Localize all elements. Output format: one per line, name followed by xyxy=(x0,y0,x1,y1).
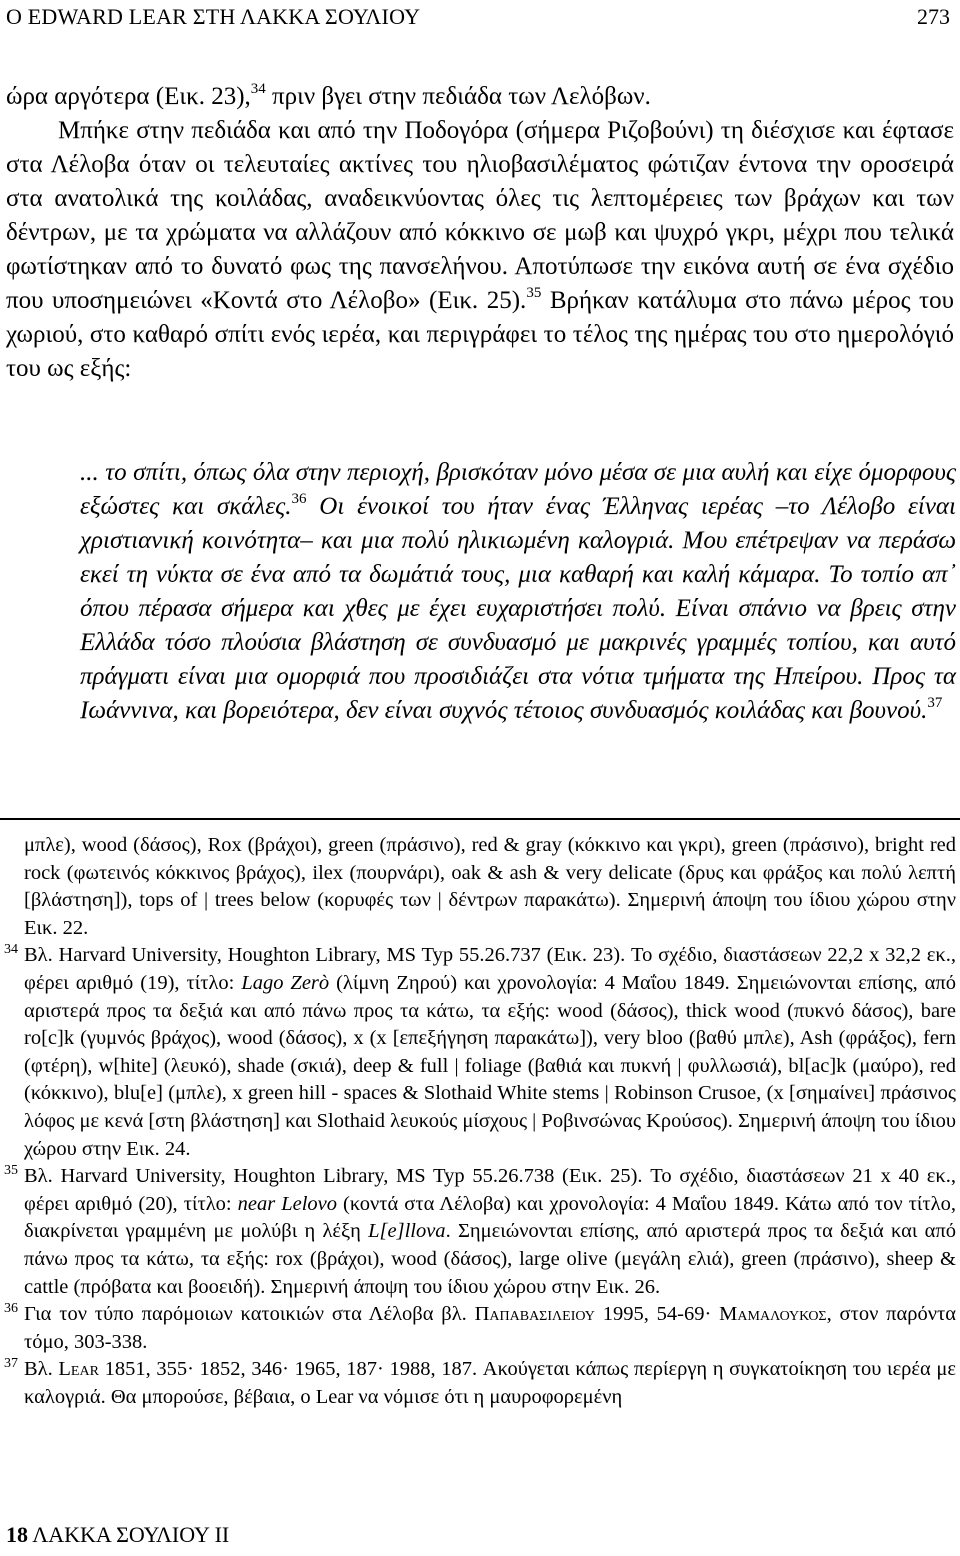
footnote-34-text-b: (λίμνη Ζηρού) και χρονολογία: 4 Μαΐου 1849. Σημειώνονται επίσης, από αριστερά προς τα δεξιά και από πάνω προς τα κάτω, τα εξής: wood (δάσος), thick wood (πυκνό δάσος), bare ro[c]k (γυμνός βράχος), wood (δάσος), x (x [επεξήγηση παρακάτω]), very bloo (βαθύ μπλε), Ash (φράξος), fern (φτέρη), w[hite] (λευκό), shade (σκιά), deep & full | foliage (βαθιά και πυκνή | φυλλωσιά), bl[ac]k (μαύρο), red (κόκκινο), blu[e] (μπλε), x green hill - spaces & Slothaid White stems | Robinson Crusoe, (x [σημαίνει] πράσινος λόφος με κενά [στη βλάστηση] και Slothaid λευκούς μίσχους | Ροβινσώνας Κρούσος). Σημερινή άποψη του ίδιου χώρου στην Εικ. 24. xyxy=(24,971,956,1160)
paragraph-2-text-a: Μπήκε στην πεδιάδα και από την Ποδογόρα (σήμερα Ριζοβούνι) τη διέσχισε και έφτασε στα Λέλοβα όταν οι τελευταίες ακτίνες του ηλιοβασιλέματος φώτιζαν έντονα την οροσειρά στα ανατολικά της κοιλάδας, αναδεικνύοντας όλες τις λεπτομέρειες των βράχων και των δέντρων, με τα χρώματα να αλλάζουν από κόκκινο σε μωβ και ψυχρό γκρι, μέχρι που τελικά φωτίστηκαν από το δυνατό φως της πανσελήνου. Αποτύπωσε την εικόνα αυτή σε ένα σχέδιο που υποσημειώνει «Κοντά στο Λέλοβο» (Εικ. 25). xyxy=(6,117,954,314)
footnote-number: 37 xyxy=(4,1356,18,1372)
footnote-35-word: L[e]llova xyxy=(368,1220,446,1243)
footnote-35-title: near Lelovo xyxy=(237,1192,338,1215)
running-header xyxy=(0,0,960,40)
footnote-ref-34: 34 xyxy=(250,80,266,97)
quote-text-b: Οι ένοικοί του ήταν ένας Έλληνας ιερέας –το Λέλοβο είναι χριστιανική κοινότητα– και μια πολύ ηλικιωμένη καλογριά. Μου επέτρεψαν να περάσω εκεί τη νύκτα σε ένα από τα δωμάτιά τους, μια καθαρή και καλή κάμαρα. Το τοπίο απ᾽ όπου πέρασα σήμερα και χθες με έχει ευχαριστήσει πολύ. Είναι σπάνιο να βρεις στην Ελλάδα τόσο πλούσια βλάστηση σε συνδυασμό με μακρινές γραμμές τοπίου, και αυτό πράγματι είναι μια ομορφιά που προσιδιάζει στα νότια τμήματα της Ηπείρου. Προς τα Ιωάννινα, και βορειότερα, δεν είναι συχνός τέτοιος συνδυασμός κοιλάδας και βουνού. xyxy=(80,493,956,724)
footnote-36-author-1: Παπαβασιλειου xyxy=(474,1303,595,1326)
footnote-number: 36 xyxy=(4,1301,18,1317)
footnote-33-text: μπλε), wood (δάσος), Rox (βράχοι), green (πράσινο), red & gray (κόκκινο και γκρι), green (πράσινο), bright red rock (φωτεινός κόκκινος βράχος), ilex (πουρνάρι), oak & ash & very delicate (δρυς και φράξος και πολύ λεπτή [βλάστηση]), tops of | trees below (κορυφές των | δέντρων παρακάτω). Σημερινή άποψη του ίδιου χώρου στην Εικ. 22. xyxy=(24,834,956,939)
footnote-37-text-a: Βλ. xyxy=(24,1358,59,1381)
footnote-37-text-b: 1851, 355· 1852, 346· 1965, 187· 1988, 187. Ακούγεται κάπως περίεργη η συγκατοίκηση του ιερέα με καλογριά. Θα μπορούσε, βέβαια, ο Lear να νόμισε ότι η μαυροφορεμένη xyxy=(24,1358,956,1408)
page-footer xyxy=(6,1522,229,1548)
quote-text-a: ... το σπίτι, όπως όλα στην περιοχή, βρισκόταν μόνο μέσα σε μια αυλή και είχε όμορφους εξώστες και σκάλες. xyxy=(80,459,956,520)
footnote-35-text-c: . Σημειώνονται επίσης, από αριστερά προς τα δεξιά και από πάνω προς τα κάτω, τα εξής: rox (βράχοι), wood (δάσος), large olive (μεγάλη ελιά), green (πράσινο), sheep & cattle (πρόβατα και βοοειδή). Σημερινή άποψη του ίδιου χώρου στην Εικ. 26. xyxy=(24,1220,956,1298)
footnote-35-text-b: (κοντά στα Λέλοβα) και χρονολογία: 4 Μαΐου 1849. Κάτω από τον τίτλο, διακρίνεται γραμμένη με μολύβι η λέξη xyxy=(24,1192,956,1243)
footnote-37-author: Lear xyxy=(58,1358,99,1381)
footnote-ref-36: 36 xyxy=(291,490,307,507)
paragraph-1 xyxy=(6,80,954,114)
footer-number: 18 xyxy=(6,1522,28,1547)
footer-title: ΛΑΚΚΑ ΣΟΥΛΙΟΥ ΙΙ xyxy=(28,1522,230,1547)
footnote-ref-35: 35 xyxy=(526,284,542,301)
page-number: 273 xyxy=(917,4,950,29)
footnote-number: 35 xyxy=(4,1163,18,1179)
paragraph-1-text-a: ώρα αργότερα (Εικ. 23), xyxy=(6,83,251,110)
footnote-36-text-a: Για τον τύπο παρόμοιων κατοικιών στα Λέλοβα βλ. xyxy=(24,1303,475,1326)
footnote-36 xyxy=(4,1301,956,1356)
footnote-35 xyxy=(4,1163,956,1301)
footnote-33-continued xyxy=(24,832,956,942)
paragraph-1-text-b: πριν βγει στην πεδιάδα των Λελόβων. xyxy=(265,83,651,110)
footnote-37 xyxy=(4,1356,956,1411)
paragraph-2 xyxy=(6,114,954,386)
footnote-36-text-b: 1995, 54-69· xyxy=(594,1303,720,1326)
block-quote xyxy=(80,456,956,728)
footnote-number: 34 xyxy=(4,942,18,958)
main-text xyxy=(6,80,954,386)
paragraph-2-text-b: Βρήκαν κατάλυμα στο πάνω μέρος του χωριού, στο καθαρό σπίτι ενός ιερέα, και περιγράφει το τέλος της ημέρας του στο ημερολόγιό του ως εξής: xyxy=(6,287,954,382)
footnote-separator xyxy=(0,818,960,820)
footnote-34 xyxy=(4,942,956,1163)
running-title: Ο EDWARD LEAR ΣΤΗ ΛΑΚΚΑ ΣΟΥΛΙΟΥ xyxy=(6,4,421,29)
footnote-ref-37: 37 xyxy=(927,694,943,711)
footnote-36-author-2: Μαμαλουκος xyxy=(719,1303,827,1326)
footnote-35-text-a: Βλ. Harvard University, Houghton Library, MS Typ 55.26.738 (Εικ. 25). Το σχέδιο, διαστάσεων 21 x 40 εκ., φέρει αριθμό (20), τίτλο: xyxy=(24,1165,956,1215)
footnote-34-title: Lago Zerò xyxy=(241,971,330,994)
footnote-34-text-a: Βλ. Harvard University, Houghton Library, MS Typ 55.26.737 (Εικ. 23). Το σχέδιο, διαστάσεων 22,2 x 32,2 εκ., φέρει αριθμό (19), τίτλο: xyxy=(24,944,956,994)
footnote-36-text-c: , στον παρόντα τόμο, 303-338. xyxy=(24,1303,956,1353)
footnotes xyxy=(4,832,956,1411)
